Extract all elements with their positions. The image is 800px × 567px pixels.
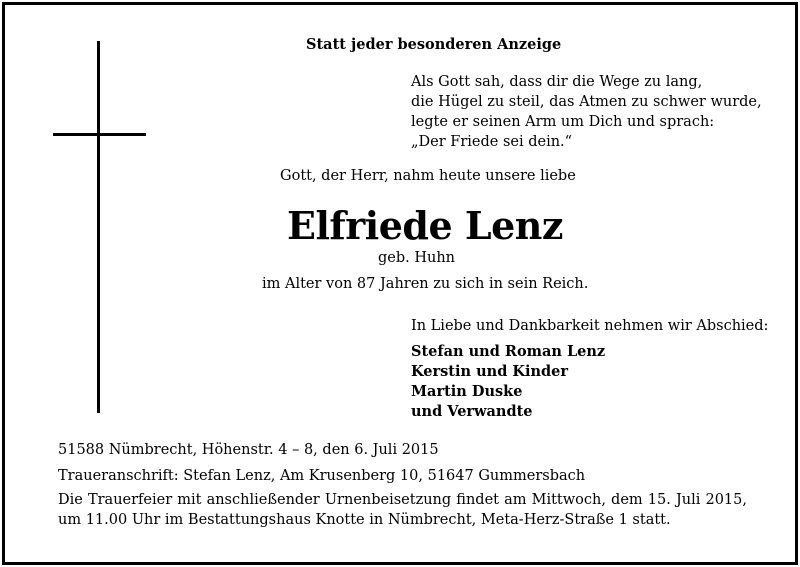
mourner: und Verwandte (411, 403, 533, 420)
deceased-name: Elfriede Lenz (287, 203, 563, 248)
service-details: Die Trauerfeier mit anschließender Urnenbeisetzung findet am Mittwoch, dem 15. Juli 2015, um 11.00 Uhr im Bestattungshaus Knotte in Nümbrecht, Meta-Herz-Straße 1 statt. (58, 492, 747, 528)
mourner: Martin Duske (411, 383, 523, 400)
age-line: im Alter von 87 Jahren zu sich in sein Reich. (262, 276, 589, 292)
mourner: Kerstin und Kinder (411, 363, 569, 380)
poem-line: „Der Friede sei dein.“ (411, 134, 573, 150)
intro-line: Gott, der Herr, nahm heute unsere liebe (280, 168, 576, 184)
cross-icon-horizontal (53, 133, 146, 136)
mourner: Stefan und Roman Lenz (411, 343, 606, 360)
mourning-address: Traueranschrift: Stefan Lenz, Am Krusenberg 10, 51647 Gummersbach (58, 468, 586, 484)
mourners-list (411, 342, 605, 422)
farewell-line: In Liebe und Dankbarkeit nehmen wir Abschied: (411, 318, 769, 334)
poem (411, 72, 762, 152)
poem-line: Als Gott sah, dass dir die Wege zu lang, (411, 74, 703, 90)
poem-line: legte er seinen Arm um Dich und sprach: (411, 114, 715, 130)
poem-line: die Hügel zu steil, das Atmen zu schwer wurde, (411, 94, 762, 110)
notice-header: Statt jeder besonderen Anzeige (306, 36, 562, 53)
place-date: 51588 Nümbrecht, Höhenstr. 4 – 8, den 6. Juli 2015 (58, 442, 439, 458)
cross-icon-vertical (97, 41, 100, 413)
maiden-name: geb. Huhn (378, 250, 456, 266)
